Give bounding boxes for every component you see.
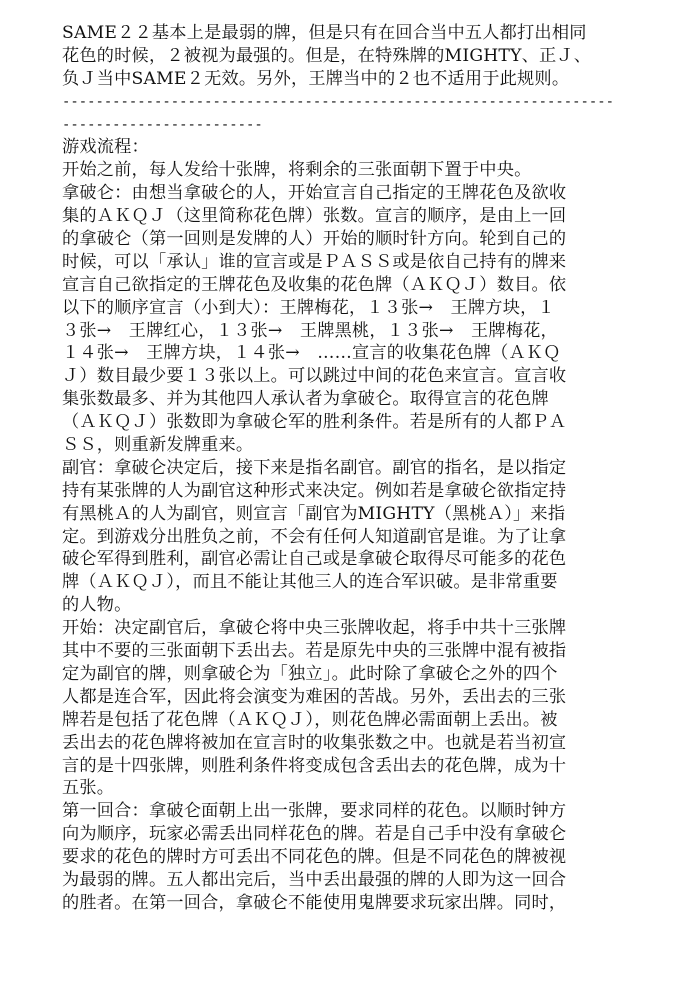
text-line: 负Ｊ当中SAME２无效。另外，王牌当中的２也不适用于此规则。 [62, 68, 570, 89]
divider-line: ------------------------------------------------------------------ [62, 93, 614, 110]
section-heading: 游戏流程： [62, 137, 149, 158]
text-line: 向为顺序，玩家必需丢出同样花色的牌。若是自己手中没有拿破仑 [62, 824, 567, 845]
text-line: SAME２２基本上是最弱的牌，但是只有在回合当中五人都打出相同 [62, 23, 587, 43]
text-line: 集的ＡＫＱＪ（这里简称花色牌）张数。宣言的顺序，是由上一回 [62, 206, 567, 227]
text-line: ３张→ 王牌红心，１３张→ 王牌黑桃，１３张→ 王牌梅花， [62, 320, 558, 341]
text-line: 以下的顺序宣言（小到大）：王牌梅花，１３张→ 王牌方块，１ [62, 297, 555, 318]
text-line: 的拿破仑（第一回则是发牌的人）开始的顺时针方向。轮到自己的 [62, 229, 567, 250]
text-line: Ｊ）数目最少要１３张以上。可以跳过中间的花色来宣言。宣言收 [62, 366, 567, 387]
text-line: 拿破仑：由想当拿破仑的人，开始宣言自己指定的王牌花色及欲收 [62, 183, 567, 204]
text-line: 其中不要的三张面朝下丢出去。若是原先中央的三张牌中混有被指 [62, 641, 567, 662]
text-line: 时候，可以「承认」谁的宣言或是ＰＡＳＳ或是依自己持有的牌来 [62, 251, 567, 272]
text-line: 第一回合：拿破仑面朝上出一张牌，要求同样的花色。以顺时钟方 [62, 801, 567, 822]
text-line: 言的是十四张牌，则胜利条件将变成包含丢出去的花色牌，成为十 [62, 755, 567, 776]
text-line: 牌（ＡＫＱＪ），而且不能让其他三人的连合军识破。是非常重要 [62, 572, 558, 593]
text-line: 要求的花色的牌时方可丢出不同花色的牌。但是不同花色的牌被视 [62, 847, 567, 868]
text-line: ＳＳ，则重新发牌重来。 [62, 435, 254, 456]
game-flow-section [62, 136, 642, 914]
text-line: 持有某张牌的人为副官这种形式来决定。例如若是拿破仑欲指定持 [62, 480, 567, 501]
text-line: 有黑桃Ａ的人为副官，则宣言「副官为MIGHTY（黑桃Ａ）」来指 [62, 503, 566, 524]
text-line: （ＡＫＱＪ）张数即为拿破仑军的胜利条件。若是所有的人都ＰＡ [62, 412, 567, 433]
text-line: 五张。 [62, 778, 115, 799]
text-line: 集张数最多、并为其他四人承认者为拿破仑。取得宣言的花色牌 [62, 389, 549, 410]
text-line: 丢出去的花色牌将被加在宣言时的收集张数之中。也就是若当初宣 [62, 732, 567, 753]
dashed-divider [62, 91, 642, 137]
text-line: 宣言自己欲指定的王牌花色及收集的花色牌（ＡＫＱＪ）数目。依 [62, 274, 567, 295]
text-line: 破仑军得到胜利，副官必需让自己或是拿破仑取得尽可能多的花色 [62, 549, 567, 570]
divider-line: ------------------------ [62, 116, 263, 133]
text-line: 花色的时候，２被视为最强的。但是，在特殊牌的MIGHTY、正Ｊ、 [62, 45, 592, 66]
text-line: 开始之前，每人发给十张牌，将剩余的三张面朝下置于中央。 [62, 160, 532, 181]
text-line: 为最弱的牌。五人都出完后，当中丢出最强的牌的人即为这一回合 [62, 869, 567, 890]
text-line: 的人物。 [62, 595, 132, 616]
text-line: 牌若是包括了花色牌（ＡＫＱＪ），则花色牌必需面朝上丢出。被 [62, 709, 558, 730]
text-line: 人都是连合军，因此将会演变为难困的苦战。另外，丢出去的三张 [62, 686, 567, 707]
text-line: 的胜者。在第一回合，拿破仑不能使用鬼牌要求玩家出牌。同时， [62, 892, 567, 913]
document-page [62, 22, 642, 915]
text-line: 开始：决定副官后，拿破仑将中央三张牌收起，将手中共十三张牌 [62, 618, 567, 639]
intro-paragraph [62, 22, 642, 91]
text-line: 定为副官的牌，则拿破仑为「独立」。此时除了拿破仑之外的四个 [62, 663, 558, 684]
text-line: 定。到游戏分出胜负之前，不会有任何人知道副官是谁。为了让拿 [62, 526, 567, 547]
text-line: １４张→ 王牌方块，１４张→ ……宣言的收集花色牌（ＡＫＱ [62, 343, 561, 364]
text-line: 副官：拿破仑决定后，接下来是指名副官。副官的指名，是以指定 [62, 457, 567, 478]
